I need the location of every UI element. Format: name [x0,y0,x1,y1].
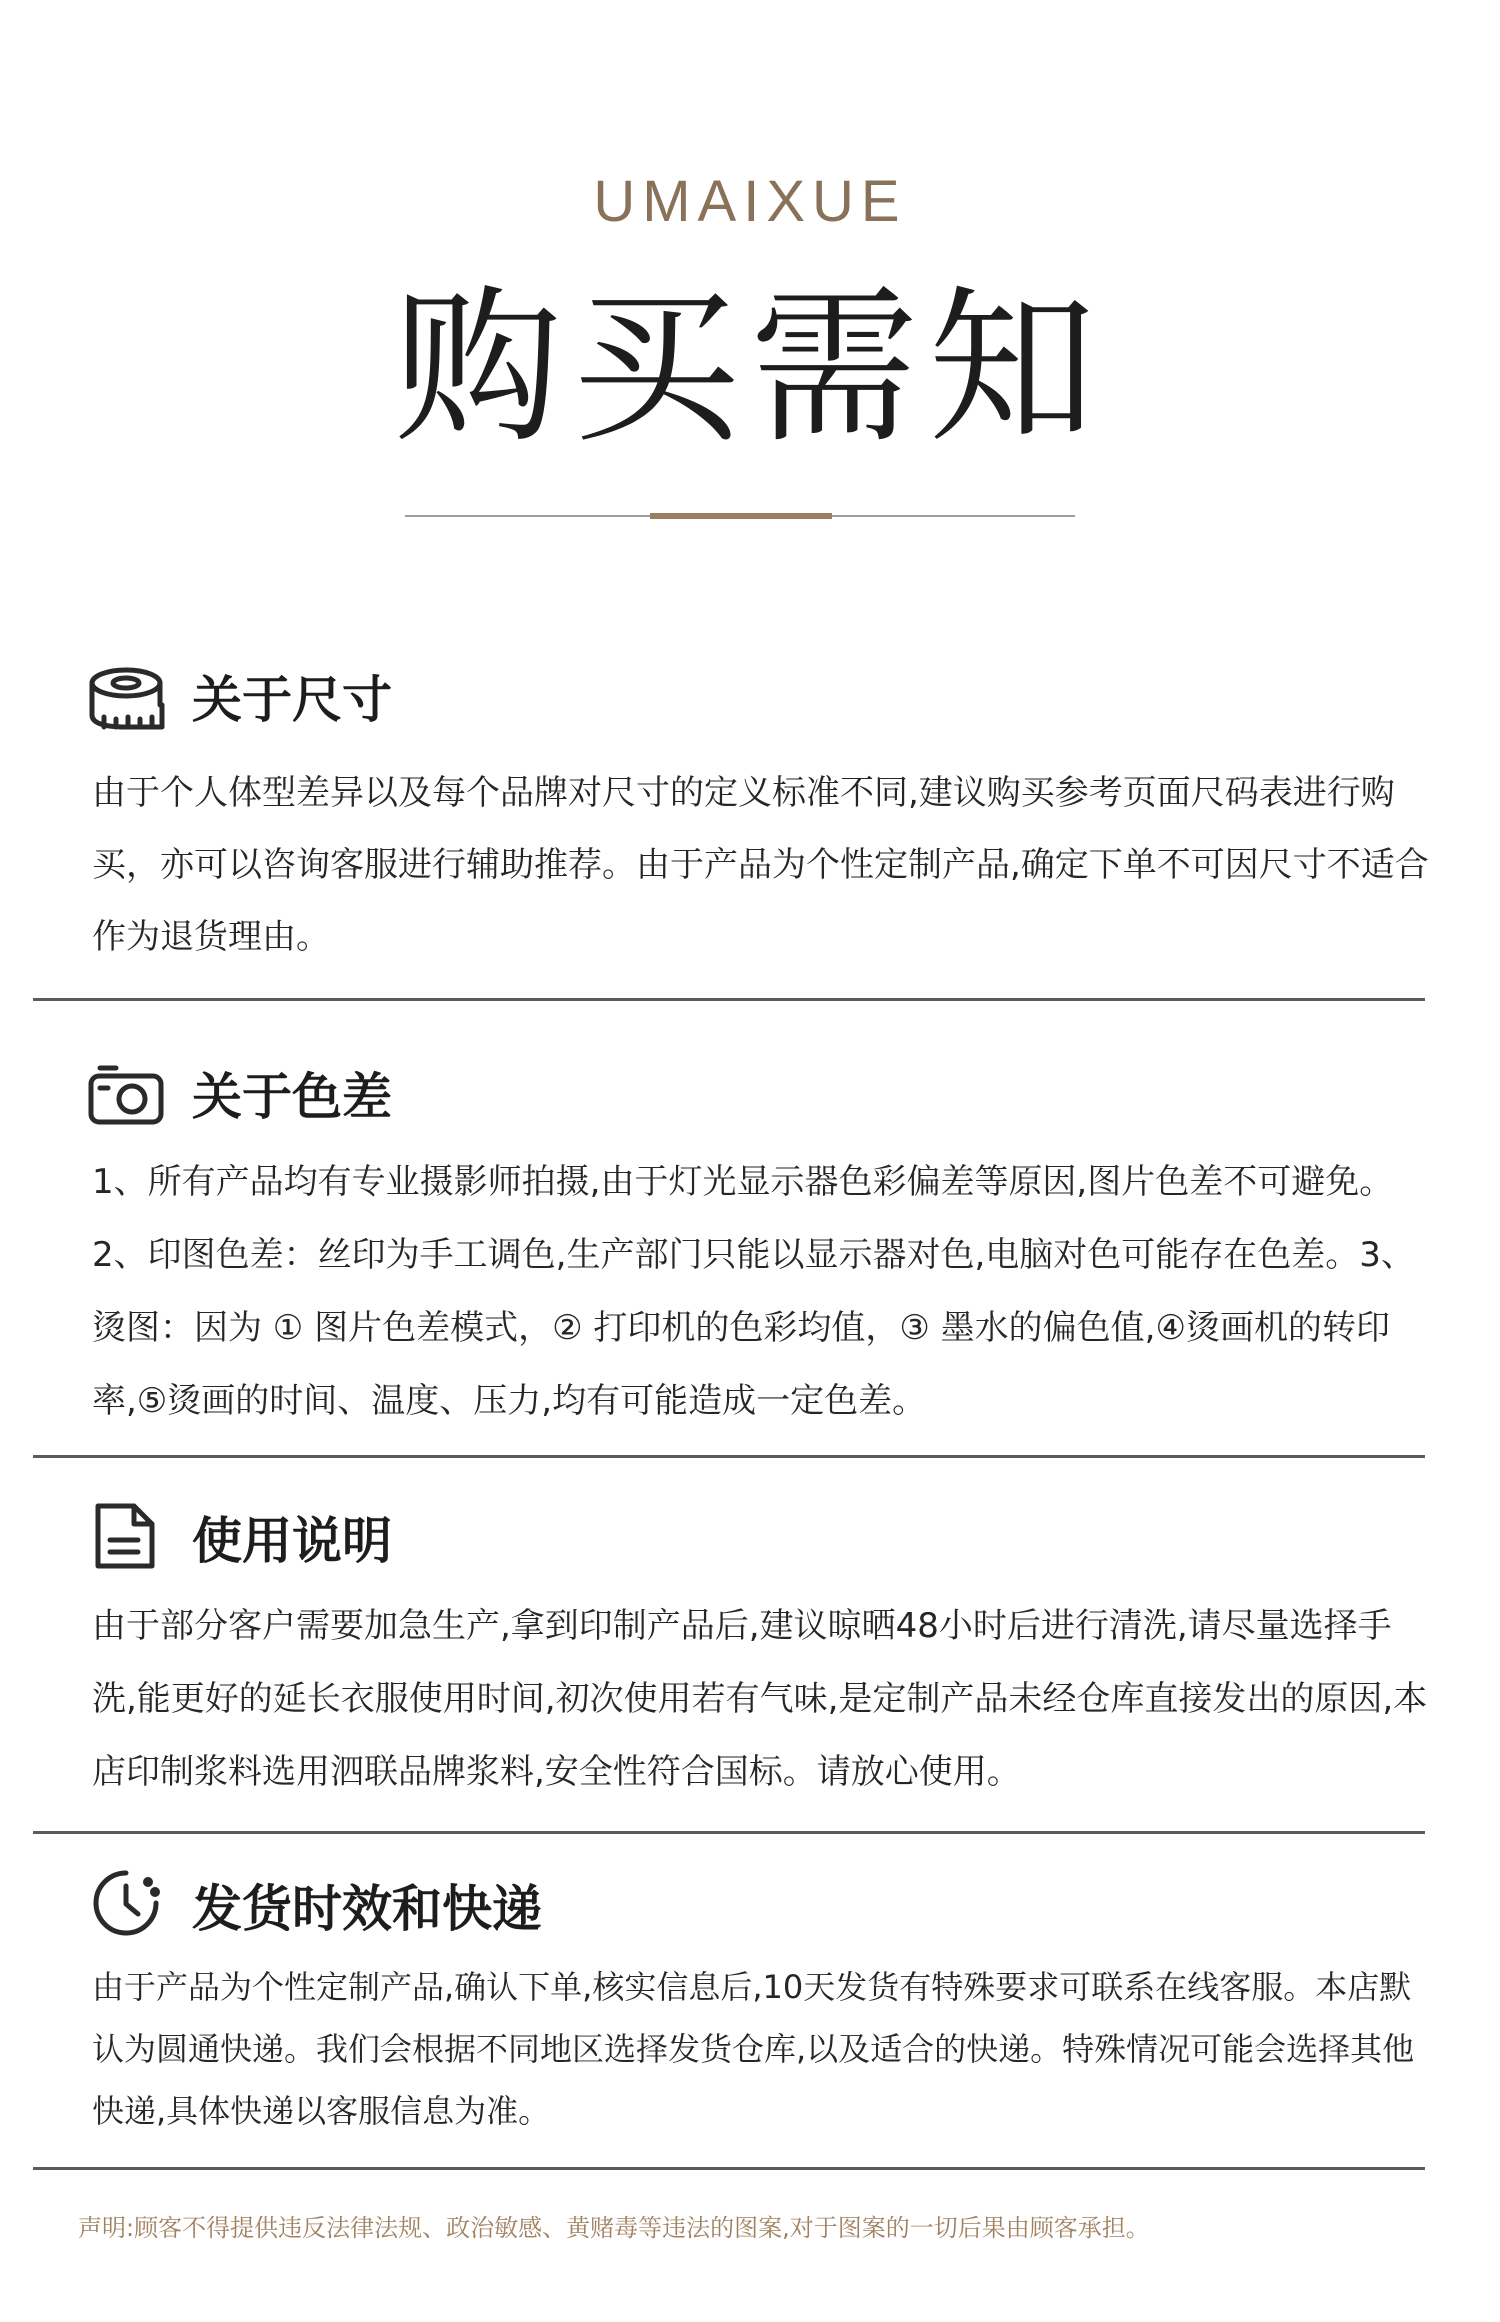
section-divider [33,2167,1425,2170]
section-divider [33,998,1425,1001]
section-divider [33,1831,1425,1834]
title-divider-accent [650,513,832,519]
measuring-tape-icon [86,665,166,735]
disclaimer-notice: 声明:顾客不得提供违反法律法规、政治敏感、黄赌毒等违法的图案,对于图案的一切后果由顾客承担。 [78,2214,1150,2242]
section-color-title: 关于色差 [192,1068,392,1126]
page-title: 购买需知 [394,270,1106,466]
section-usage-title: 使用说明 [192,1512,392,1570]
section-color-body: 1、所有产品均有专业摄影师拍摄,由于灯光显示器色彩偏差等原因,图片色差不可避免。2、印图色差：丝印为手工调色,生产部门只能以显示器对色,电脑对色可能存在色差。3、烫图：因为 ① 图片色差模式，② 打印机的色彩均值，③ 墨水的偏色值,④烫画机的转印率,⑤烫画的时间、温度、压力,均有可能造成一定色差。 [92,1162,1415,1421]
section-shipping-body: 由于产品为个性定制产品,确认下单,核实信息后,10天发货有特殊要求可联系在线客服。本店默认为圆通快递。我们会根据不同地区选择发货仓库,以及适合的快递。特殊情况可能会选择其他快递,具体快递以客服信息为准。 [92,1968,1415,2130]
section-divider [33,1455,1425,1458]
section-size-title: 关于尺寸 [192,671,392,729]
camera-icon [86,1060,166,1130]
section-usage-body: 由于部分客户需要加急生产,拿到印制产品后,建议晾晒48小时后进行清洗,请尽量选择手洗,能更好的延长衣服使用时间,初次使用若有气味,是定制产品未经仓库直接发出的原因,本店印制浆料选用泗联品牌浆料,安全性符合国标。请放心使用。 [92,1606,1428,1792]
section-shipping-title: 发货时效和快递 [192,1880,542,1938]
section-size-body: 由于个人体型差异以及每个品牌对尺寸的定义标准不同,建议购买参考页面尺码表进行购买，亦可以咨询客服进行辅助推荐。由于产品为个性定制产品,确定下单不可因尺寸不适合作为退货理由。 [92,773,1429,957]
brand-name: UMAIXUE [593,169,907,234]
clock-icon [86,1868,166,1938]
document-icon [86,1500,166,1570]
